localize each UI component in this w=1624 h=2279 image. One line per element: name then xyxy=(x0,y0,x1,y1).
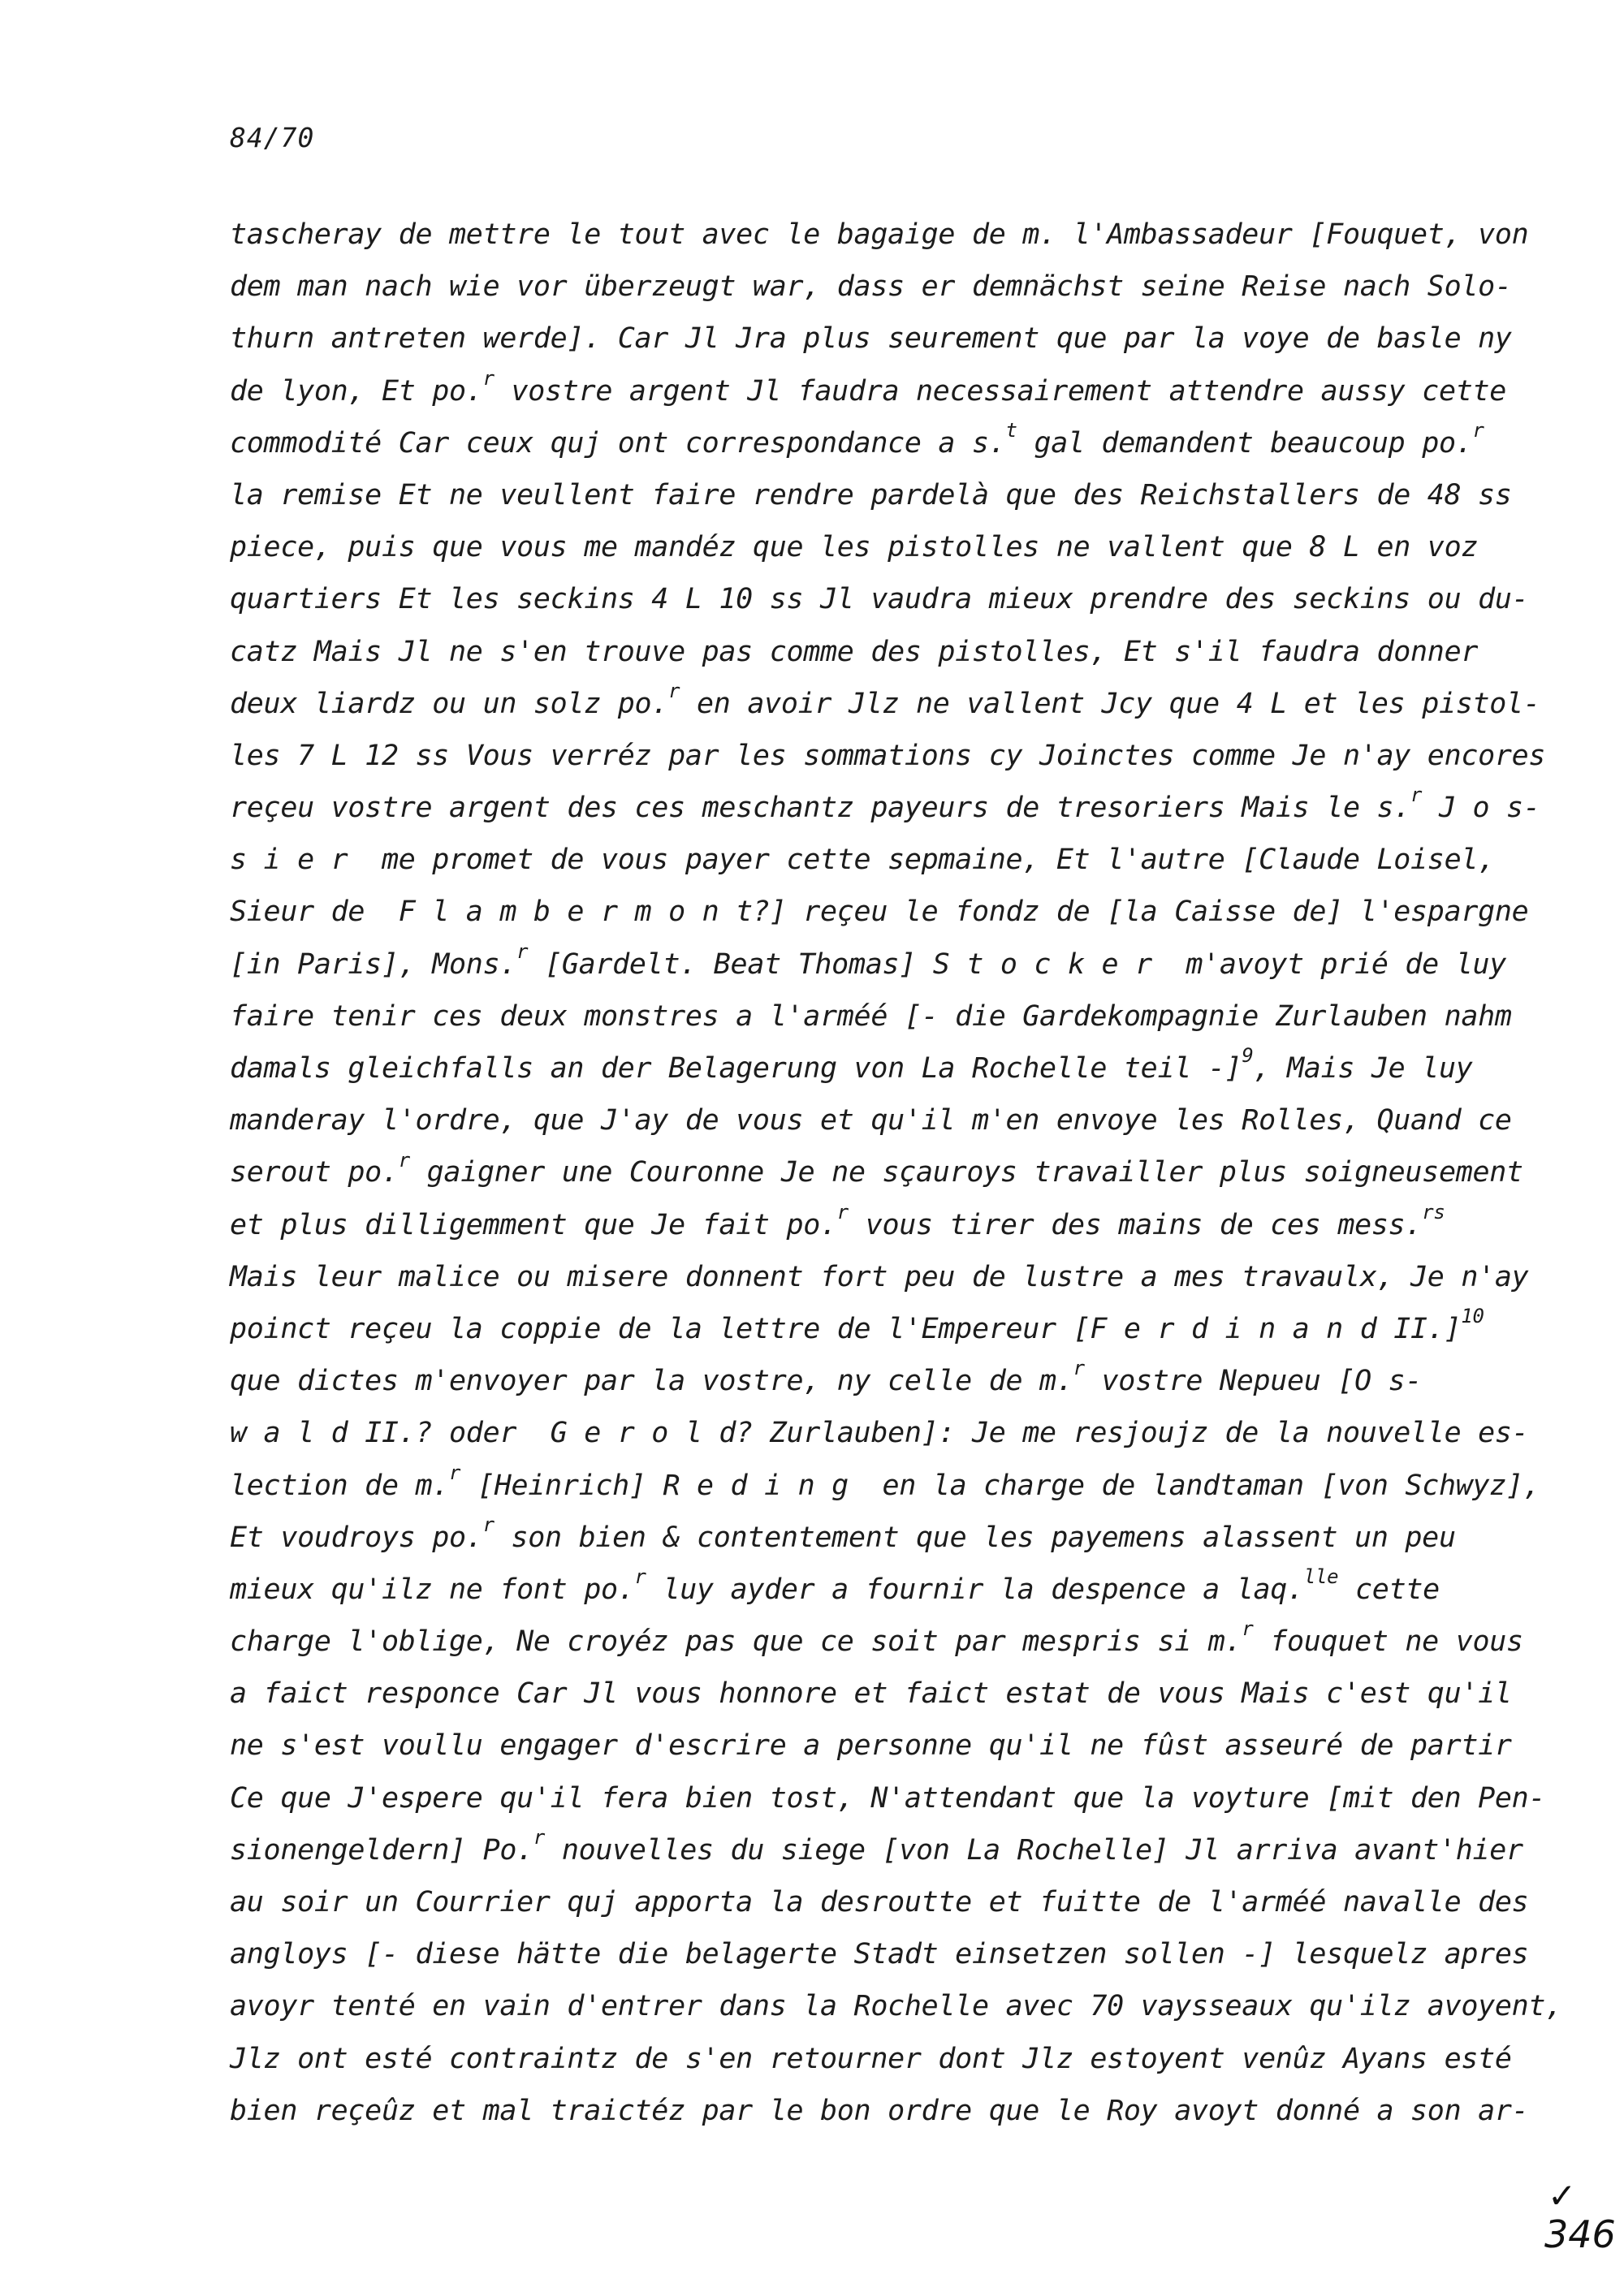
text-line: dem man nach wie vor überzeugt war, dass er demnächst seine Reise nach Solo- xyxy=(230,270,1512,304)
text-line: reçeu vostre argent des ces meschantz payeurs de tresoriers Mais le s.$^r$ J o s- xyxy=(230,783,1540,825)
text-line: avoyr tenté en vain d'entrer dans la Rochelle avec 70 vaysseaux qu'ilz avoyent, xyxy=(230,1990,1562,2023)
superscript: 9 xyxy=(1242,1044,1254,1068)
text-line: la remise Et ne veullent faire rendre pardelà que des Reichstallers de 48 ss xyxy=(230,478,1512,511)
text-line: catz Mais Jl ne s'en trouve pas comme des pistolles, Et s'il faudra donner xyxy=(230,635,1479,668)
superscript: r xyxy=(482,1513,495,1537)
text-line: commodité Car ceux quj ont correspondance a s.$^t$ gal demandent beaucoup po.$^r$ xyxy=(230,419,1484,460)
superscript: r xyxy=(1410,783,1423,807)
archive-page-number: 346 xyxy=(1544,2212,1616,2256)
text-line: Mais leur malice ou misere donnent fort peu de lustre a mes travaulx, Je n'ay xyxy=(230,1260,1529,1293)
superscript: r xyxy=(1073,1357,1085,1380)
text-line: tascheray de mettre le tout avec le bagaige de m. l'Ambassadeur [Fouquet, von xyxy=(230,218,1529,251)
text-line: faire tenir ces deux monstres a l'arméé [- die Gardekompagnie Zurlauben nahm xyxy=(230,999,1512,1033)
text-line: piece, puis que vous me mandéz que les pistolles ne vallent que 8 L en voz xyxy=(230,531,1479,564)
superscript: r xyxy=(634,1565,646,1589)
text-line: lection de m.$^r$ [Heinrich] R e d i n g en la charge de landtaman [von Schwyz], xyxy=(230,1461,1540,1502)
superscript: 10 xyxy=(1461,1305,1484,1328)
superscript: t xyxy=(1005,419,1017,442)
text-line: bien reçeûz et mal traictéz par le bon ordre que le Roy avoyt donné a son ar- xyxy=(230,2094,1529,2127)
superscript: r xyxy=(533,1826,546,1850)
page-number: 84/70 xyxy=(230,122,315,153)
text-line: les 7 L 12 ss Vous verréz par les sommations cy Joinctes comme Je n'ay encores xyxy=(230,739,1546,772)
text-line: Et voudroys po.$^r$ son bien & contentement que les payemens alassent un peu xyxy=(230,1513,1456,1554)
text-line: a faict responce Car Jl vous honnore et faict estat de vous Mais c'est qu'il xyxy=(230,1677,1512,1711)
text-line: thurn antreten werde]. Car Jl Jra plus seurement que par la voye de basle ny xyxy=(230,322,1512,356)
superscript: r xyxy=(1242,1617,1254,1641)
text-line: poinct reçeu la coppie de la lettre de l'Empereur [F e r d i n a n d II.]$^{10}$ xyxy=(230,1305,1484,1345)
superscript: r xyxy=(516,939,529,963)
superscript: r xyxy=(668,680,680,703)
transcription-text xyxy=(230,209,1562,2137)
text-line: Ce que J'espere qu'il fera bien tost, N'attendant que la voyture [mit den Pen- xyxy=(230,1781,1546,1815)
text-line: deux liardz ou un solz po.$^r$ en avoir Jlz ne vallent Jcy que 4 L et les pistol- xyxy=(230,680,1540,720)
text-line: que dictes m'envoyer par la vostre, ny celle de m.$^r$ vostre Nepueu [O s- xyxy=(230,1357,1423,1398)
superscript: r xyxy=(836,1200,849,1224)
text-line: angloys [- diese hätte die belagerte Stadt einsetzen sollen -] lesquelz apres xyxy=(230,1938,1529,1971)
superscript: r xyxy=(482,366,495,390)
text-line: au soir un Courrier quj apporta la desroutte et fuitte de l'arméé navalle des xyxy=(230,1886,1529,1919)
text-line: damals gleichfalls an der Belagerung von La Rochelle teil -]$^9$, Mais Je luy xyxy=(230,1044,1473,1085)
text-line: ne s'est voullu engager d'escrire a personne qu'il ne fûst asseuré de partir xyxy=(230,1729,1512,1763)
superscript: rs xyxy=(1422,1200,1445,1224)
text-line: de lyon, Et po.$^r$ vostre argent Jl faudra necessairement attendre aussy cette xyxy=(230,366,1507,408)
text-line: Sieur de F l a m b e r m o n t?] reçeu le fondz de [la Caisse de] l'espargne xyxy=(230,896,1529,929)
superscript: r xyxy=(1472,419,1484,442)
text-line: charge l'oblige, Ne croyéz pas que ce soit par mespris si m.$^r$ fouquet ne vous xyxy=(230,1617,1523,1659)
text-line: sionengeldern] Po.$^r$ nouvelles du siege [von La Rochelle] Jl arriva avant'hier xyxy=(230,1826,1523,1867)
text-line: et plus dilligemment que Je fait po.$^r$ vous tirer des mains de ces mess.$^{rs}$ xyxy=(230,1200,1445,1241)
check-mark-icon: ✓ xyxy=(1548,2176,1577,2216)
text-line: quartiers Et les seckins 4 L 10 ss Jl vaudra mieux prendre des seckins ou du- xyxy=(230,583,1529,616)
text-line: mieux qu'ilz ne font po.$^r$ luy ayder a fournir la despence a laq.$^{lle}$ cette xyxy=(230,1565,1440,1606)
superscript: r xyxy=(449,1461,461,1484)
text-line: w a l d II.? oder G e r o l d? Zurlauben]: Je me resjoujz de la nouvelle es- xyxy=(230,1417,1529,1450)
text-line: s i e r me promet de vous payer cette sepmaine, Et l'autre [Claude Loisel, xyxy=(230,844,1495,877)
text-line: [in Paris], Mons.$^r$ [Gardelt. Beat Thomas] S t o c k e r m'avoyt prié de luy xyxy=(230,939,1507,981)
superscript: r xyxy=(398,1148,410,1172)
text-line: Jlz ont esté contraintz de s'en retourner dont Jlz estoyent venûz Ayans esté xyxy=(230,2042,1512,2075)
text-line: manderay l'ordre, que J'ay de vous et qu'il m'en envoye les Rolles, Quand ce xyxy=(230,1104,1512,1137)
text-line: serout po.$^r$ gaigner une Couronne Je ne sçauroys travailler plus soigneusement xyxy=(230,1148,1523,1189)
superscript: lle xyxy=(1303,1565,1339,1589)
